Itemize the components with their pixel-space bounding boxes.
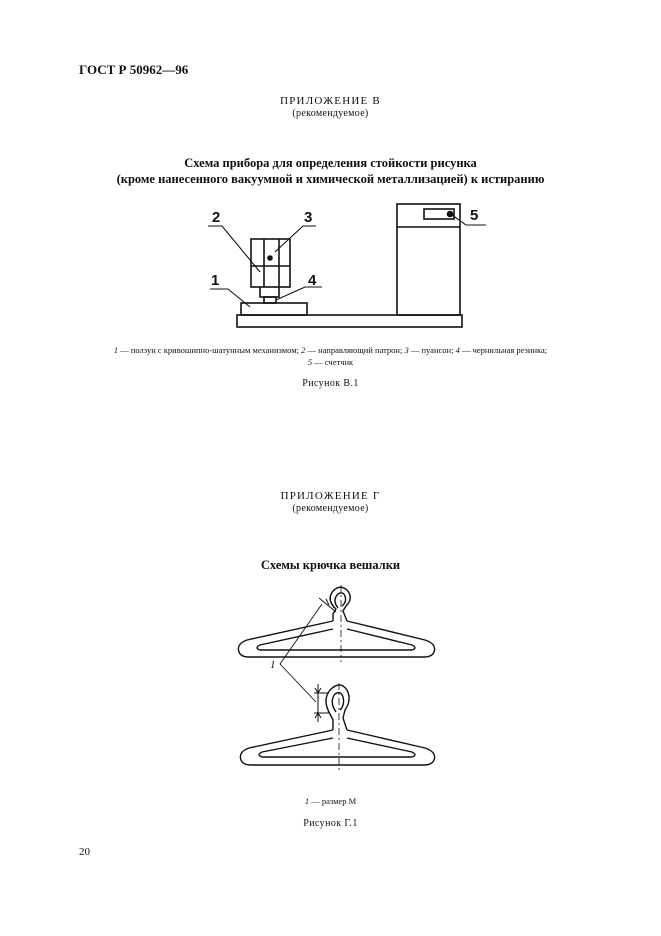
appendix-g-title: ПРИЛОЖЕНИЕ Г bbox=[280, 490, 381, 502]
hanger-lower-hook-outer bbox=[326, 685, 349, 730]
legend-num-2: 2 bbox=[301, 345, 306, 355]
document-code: ГОСТ Р 50962—96 bbox=[79, 62, 189, 77]
hanger-upper-hook-inner bbox=[335, 593, 346, 608]
legend-num-4: 4 bbox=[455, 345, 460, 355]
legend-text-2: — направляющий патрон; bbox=[305, 345, 405, 355]
figure-v1-title-line1: Схема прибора для определения стойкости рисунка bbox=[184, 156, 477, 170]
figure-v1-label: Рисунок В.1 bbox=[302, 378, 359, 389]
hanger-upper-body-outer bbox=[238, 621, 434, 657]
leader-line-2 bbox=[208, 226, 260, 272]
abrasion-device-diagram bbox=[0, 195, 661, 335]
legend-text-3: — пуансон; bbox=[408, 345, 456, 355]
appendix-v-subtitle: (рекомендуемое) bbox=[292, 108, 369, 119]
hanger-lower-hook-inner bbox=[332, 693, 343, 712]
punch-tip bbox=[260, 287, 279, 297]
callout-4: 4 bbox=[308, 272, 317, 289]
guide-chuck bbox=[251, 239, 290, 287]
callout-2: 2 bbox=[212, 209, 221, 226]
legend-num-5: 5 bbox=[307, 357, 313, 367]
hanger-leader-upper bbox=[280, 604, 322, 664]
device-base-plate bbox=[237, 315, 462, 327]
figure-g1-legend bbox=[0, 795, 661, 808]
callout-3: 3 bbox=[304, 209, 313, 226]
page-number: 20 bbox=[79, 846, 90, 858]
appendix-g-subtitle: (рекомендуемое) bbox=[292, 503, 369, 514]
hanger-callout-1: 1 bbox=[270, 659, 276, 671]
leader-line-1 bbox=[210, 289, 250, 307]
legend-num-1: 1 bbox=[113, 345, 119, 355]
hanger-lower-body-outer bbox=[240, 730, 434, 765]
figure-g1-title: Схемы крючка вешалки bbox=[260, 558, 401, 572]
leader-line-5 bbox=[452, 215, 486, 225]
ink-eraser bbox=[264, 297, 276, 303]
legend-text-1: — ползун с кривошипно-шатунным механизмом; bbox=[118, 345, 302, 355]
slider-block bbox=[241, 303, 307, 315]
figure-g1-label: Рисунок Г.1 bbox=[303, 818, 358, 829]
legend-text-5: — счетчик bbox=[312, 357, 354, 367]
legend-g-text: — размер М bbox=[309, 796, 357, 806]
counter-cabinet bbox=[397, 204, 460, 315]
legend-text-4: — чернильная резинка; bbox=[459, 345, 548, 355]
hanger-upper bbox=[238, 585, 434, 662]
callout-5: 5 bbox=[470, 207, 479, 224]
hanger-hook-diagram bbox=[0, 580, 661, 785]
hanger-leader-lower bbox=[280, 664, 316, 702]
callout-1: 1 bbox=[211, 272, 220, 289]
hanger-upper-hook-outer bbox=[330, 587, 350, 621]
counter-knob bbox=[448, 212, 453, 217]
legend-g-num: 1 bbox=[304, 796, 310, 806]
figure-v1-title-line2: (кроме нанесенного вакуумной и химической металлизацией) к истиранию bbox=[116, 172, 545, 186]
figure-v1-legend-line2 bbox=[0, 356, 661, 369]
legend-num-3: 3 bbox=[404, 345, 409, 355]
punch-center-dot bbox=[268, 256, 272, 260]
appendix-v-title: ПРИЛОЖЕНИЕ В bbox=[280, 95, 381, 107]
hanger-lower bbox=[240, 683, 434, 770]
